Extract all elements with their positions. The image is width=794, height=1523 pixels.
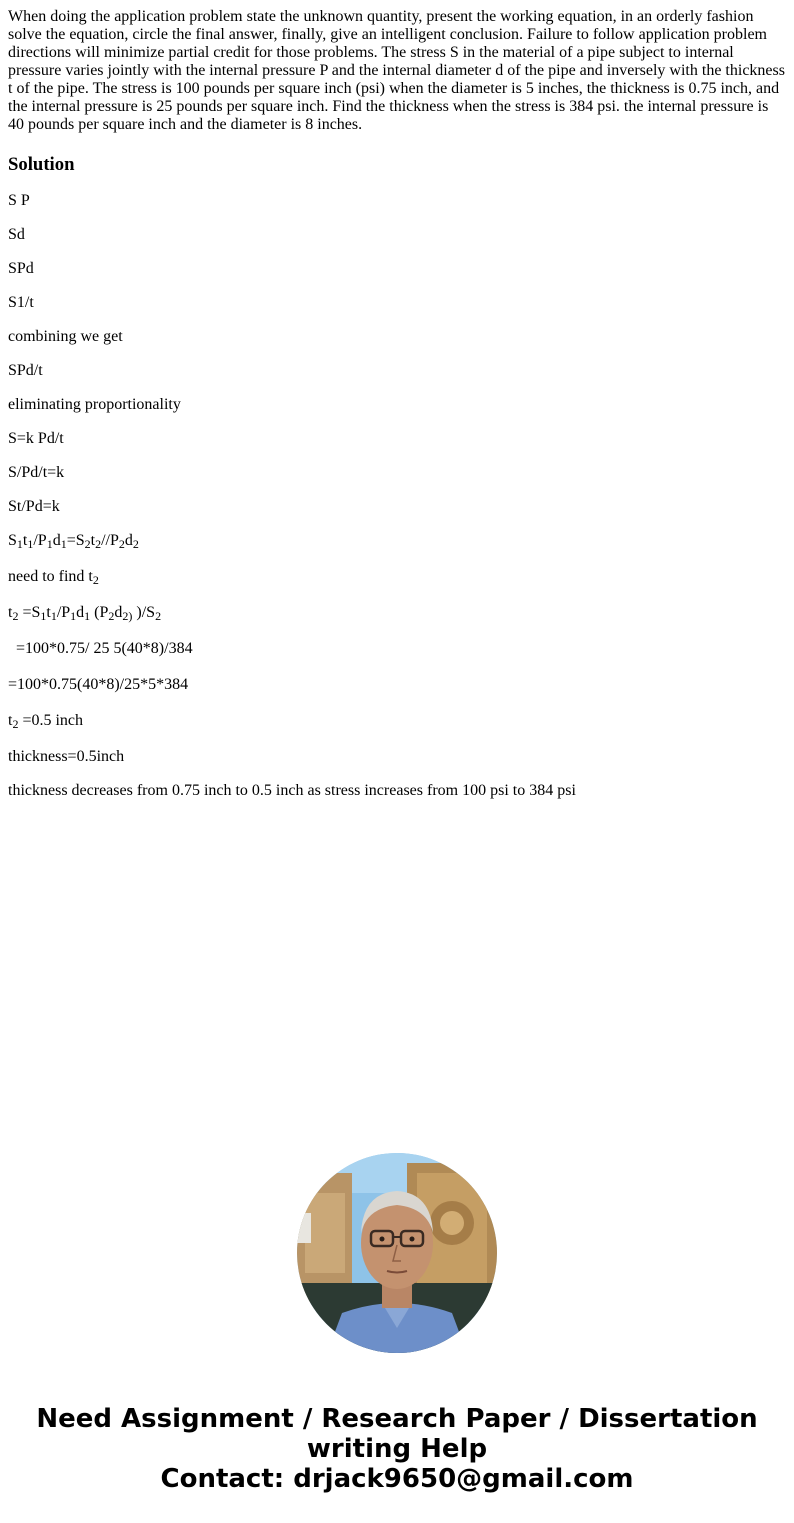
- step-line: SPd/t: [8, 362, 43, 379]
- result-line: $t_2 =0.5$ inch: [8, 712, 84, 731]
- need-to-find-line: need to find $t_2$: [8, 568, 99, 587]
- promo-line: writing Help: [306, 1434, 488, 1464]
- step-line: SPd: [8, 260, 34, 277]
- step-line: combining we get: [8, 328, 123, 345]
- promo-line: Need Assignment / Research Paper / Dissertation: [36, 1404, 758, 1434]
- step-line: thickness=0.5inch: [8, 748, 125, 765]
- document-content: [8, 8, 786, 816]
- step-line: Sd: [8, 226, 25, 243]
- step-line: eliminating proportionality: [8, 396, 181, 413]
- step-line: =100*0.75(40*8)/25*5*384: [8, 676, 189, 693]
- promo-banner: [0, 1404, 794, 1494]
- question-text: When doing the application problem state the unknown quantity, present the working equation, in an orderly fashion solve the equation, circle the final answer, finally, give an intelligent conclusion. Failure to follow application problem directions will minimize partial credit for those problems. The stress S in the material of a pipe subject to internal pressure varies jointly with the internal pressure P and the internal diameter d of the pipe and inversely with the thickness t of the pipe. The stress is 100 pounds per square inch (psi) when the diameter is 5 inches, the thickness is 0.75 inch, and the internal pressure is 25 pounds per square inch. Find the thickness when the stress is 384 psi. the internal pressure is 40 pounds per square inch and the diameter is 8 inches.: [8, 8, 785, 133]
- step-line: St/Pd=k: [8, 498, 60, 515]
- author-avatar: [297, 1153, 497, 1353]
- step-line: S1/t: [8, 294, 34, 311]
- step-line: S P: [8, 192, 30, 209]
- step-line: S/Pd/t=k: [8, 464, 65, 481]
- ratio-equation: $S_1t_1/P_1d_1=S_2t_2//P_2d_2$: [8, 532, 139, 551]
- contact-email: Contact: drjack9650@gmail.com: [160, 1464, 634, 1494]
- step-line: S=k Pd/t: [8, 430, 64, 447]
- conclusion-line: thickness decreases from 0.75 inch to 0.5 inch as stress increases from 100 psi to 384 psi: [8, 782, 576, 799]
- t2-equation: $t_2 =S_1t_1/P_1d_1$ ($P_2d_{2)}$ )$/S_2$: [8, 604, 162, 623]
- solution-steps: [8, 192, 786, 800]
- solution-heading: Solution: [8, 154, 75, 175]
- step-line: =100*0.75/ 25 5(40*8)/384: [8, 640, 193, 657]
